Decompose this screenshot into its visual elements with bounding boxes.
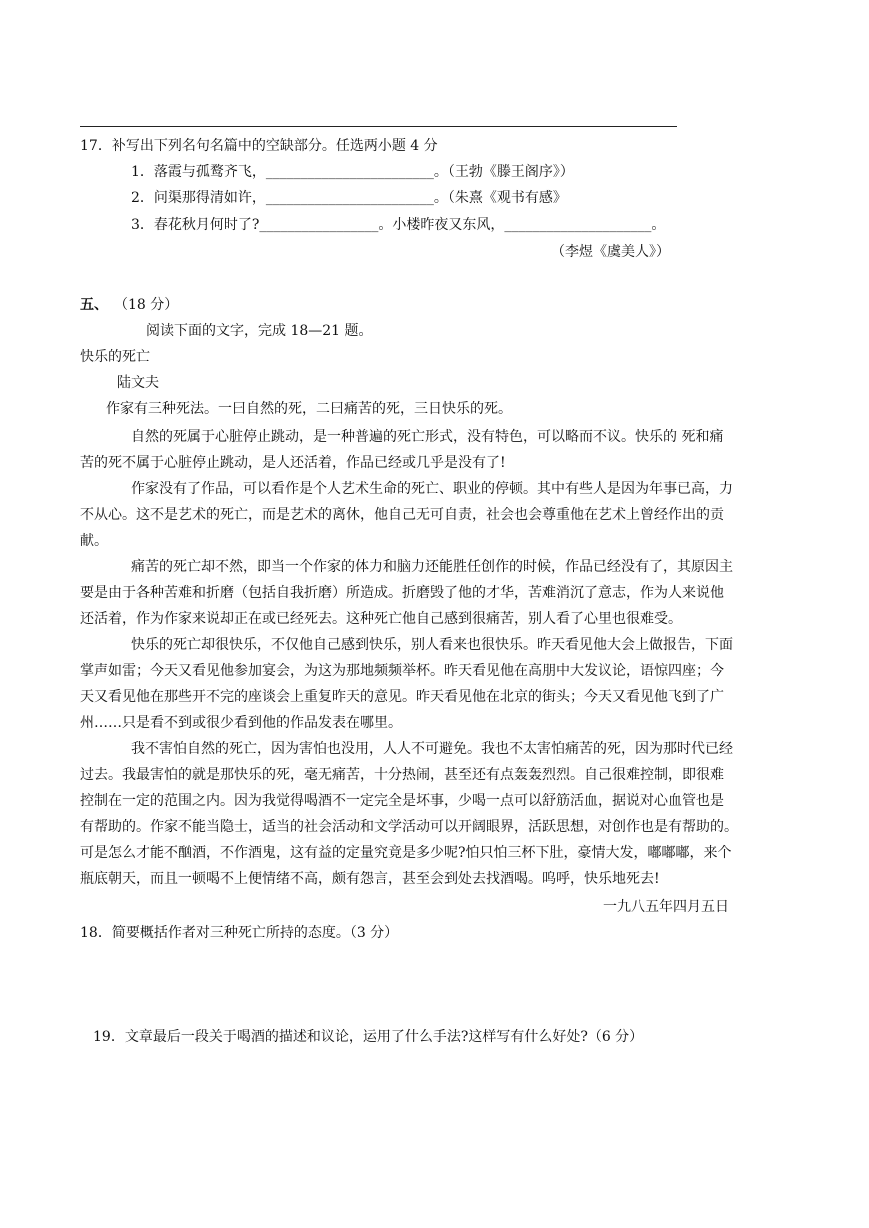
section-points: （18 分）: [114, 297, 179, 313]
header-rule: [80, 126, 677, 127]
article-line: 不从心。这不是艺术的死亡，而是艺术的离休，他自己无可自责，社会也会尊重他在艺术上曾经作出的贡: [80, 507, 724, 523]
section-label: 五、: [80, 297, 108, 313]
q17-item-3-source: （李煜《虞美人》）: [551, 244, 670, 260]
article-line: 州……只是看不到或很少看到他的作品发表在哪里。: [80, 715, 402, 731]
question-18: 18．简要概括作者对三种死亡所持的态度。（3 分）: [80, 925, 399, 941]
q17-item-2: 2．问渠那得清如许，________________________。（朱熹《观书有感》: [131, 190, 567, 206]
article-line: 还活着，作为作家来说却正在或已经死去。这种死亡他自己感到很痛苦，别人看了心里也很难受。: [80, 611, 682, 627]
article-line: 过去。我最害怕的就是那快乐的死，毫无痛苦，十分热闹，甚至还有点轰轰烈烈。自己很难控制，即很难: [80, 767, 724, 783]
article-line: 献。: [80, 533, 108, 549]
article-line: 苦的死不属于心脏停止跳动，是人还活着，作品已经或几乎是没有了!: [80, 455, 506, 471]
q17-header: 17．补写出下列名句名篇中的空缺部分。任选两小题 4 分: [80, 138, 438, 154]
article-title: 快乐的死亡: [80, 349, 150, 365]
question-19: 19．文章最后一段关于喝酒的描述和议论，运用了什么手法?这样写有什么好处?（6 分）: [93, 1029, 644, 1045]
article-line: 痛苦的死亡却不然，即当一个作家的体力和脑力还能胜任创作的时候，作品已经没有了，其原因主: [131, 559, 733, 575]
article-line: 我不害怕自然的死亡，因为害怕也没用，人人不可避免。我也不太害怕痛苦的死，因为那时代已经: [131, 741, 733, 757]
q17-item-3: 3．春花秋月何时了?_________________。小楼昨夜又东风，_____________________。: [131, 217, 666, 233]
article-line: 天又看见他在那些开不完的座谈会上重复昨天的意见。昨天看见他在北京的街头；今天又看见他飞到了广: [80, 689, 724, 705]
article-line: 作家有三种死法。一曰自然的死，二曰痛苦的死，三日快乐的死。: [106, 401, 512, 417]
article-line: 控制在一定的范围之内。因为我觉得喝酒不一定完全是坏事，少喝一点可以舒筋活血，据说对心血管也是: [80, 793, 724, 809]
article-line: 掌声如雷；今天又看见他参加宴会，为这为那地频频举杯。昨天看见他在高朋中大发议论，语惊四座；今: [80, 663, 724, 679]
article-line: 快乐的死亡却很快乐，不仅他自己感到快乐，别人看来也很快乐。昨天看见他大会上做报告，下面: [131, 637, 733, 653]
article-line: 自然的死属于心脏停止跳动，是一种普遍的死亡形式，没有特色，可以略而不议。快乐的 死和痛: [131, 429, 724, 445]
article-date: 一九八五年四月五日: [603, 899, 729, 915]
article-author: 陆文夫: [117, 375, 159, 391]
reading-instruction: 阅读下面的文字，完成 18—21 题。: [146, 323, 373, 339]
article-line: 有帮助的。作家不能当隐士，适当的社会活动和文学活动可以开阔眼界，活跃思想，对创作也是有帮助的。: [80, 819, 738, 835]
article-line: 作家没有了作品，可以看作是个人艺术生命的死亡、职业的停顿。其中有些人是因为年事已高，力: [131, 481, 733, 497]
article-line: 可是怎么才能不酗酒，不作酒鬼，这有益的定量究竟是多少呢?怕只怕三杯下肚，豪情大发，嘟嘟嘟，来个: [80, 845, 732, 861]
q17-item-1: 1．落霞与孤鹜齐飞，________________________。（王勃《滕王阁序》）: [131, 164, 574, 180]
article-line: 瓶底朝天，而且一顿喝不上便情绪不高，颇有怨言，甚至会到处去找酒喝。呜呼，快乐地死去!: [80, 871, 660, 887]
article-line: 要是由于各种苦难和折磨（包括自我折磨）所造成。折磨毁了他的才华，苦难消沉了意志，作为人来说他: [80, 585, 724, 601]
